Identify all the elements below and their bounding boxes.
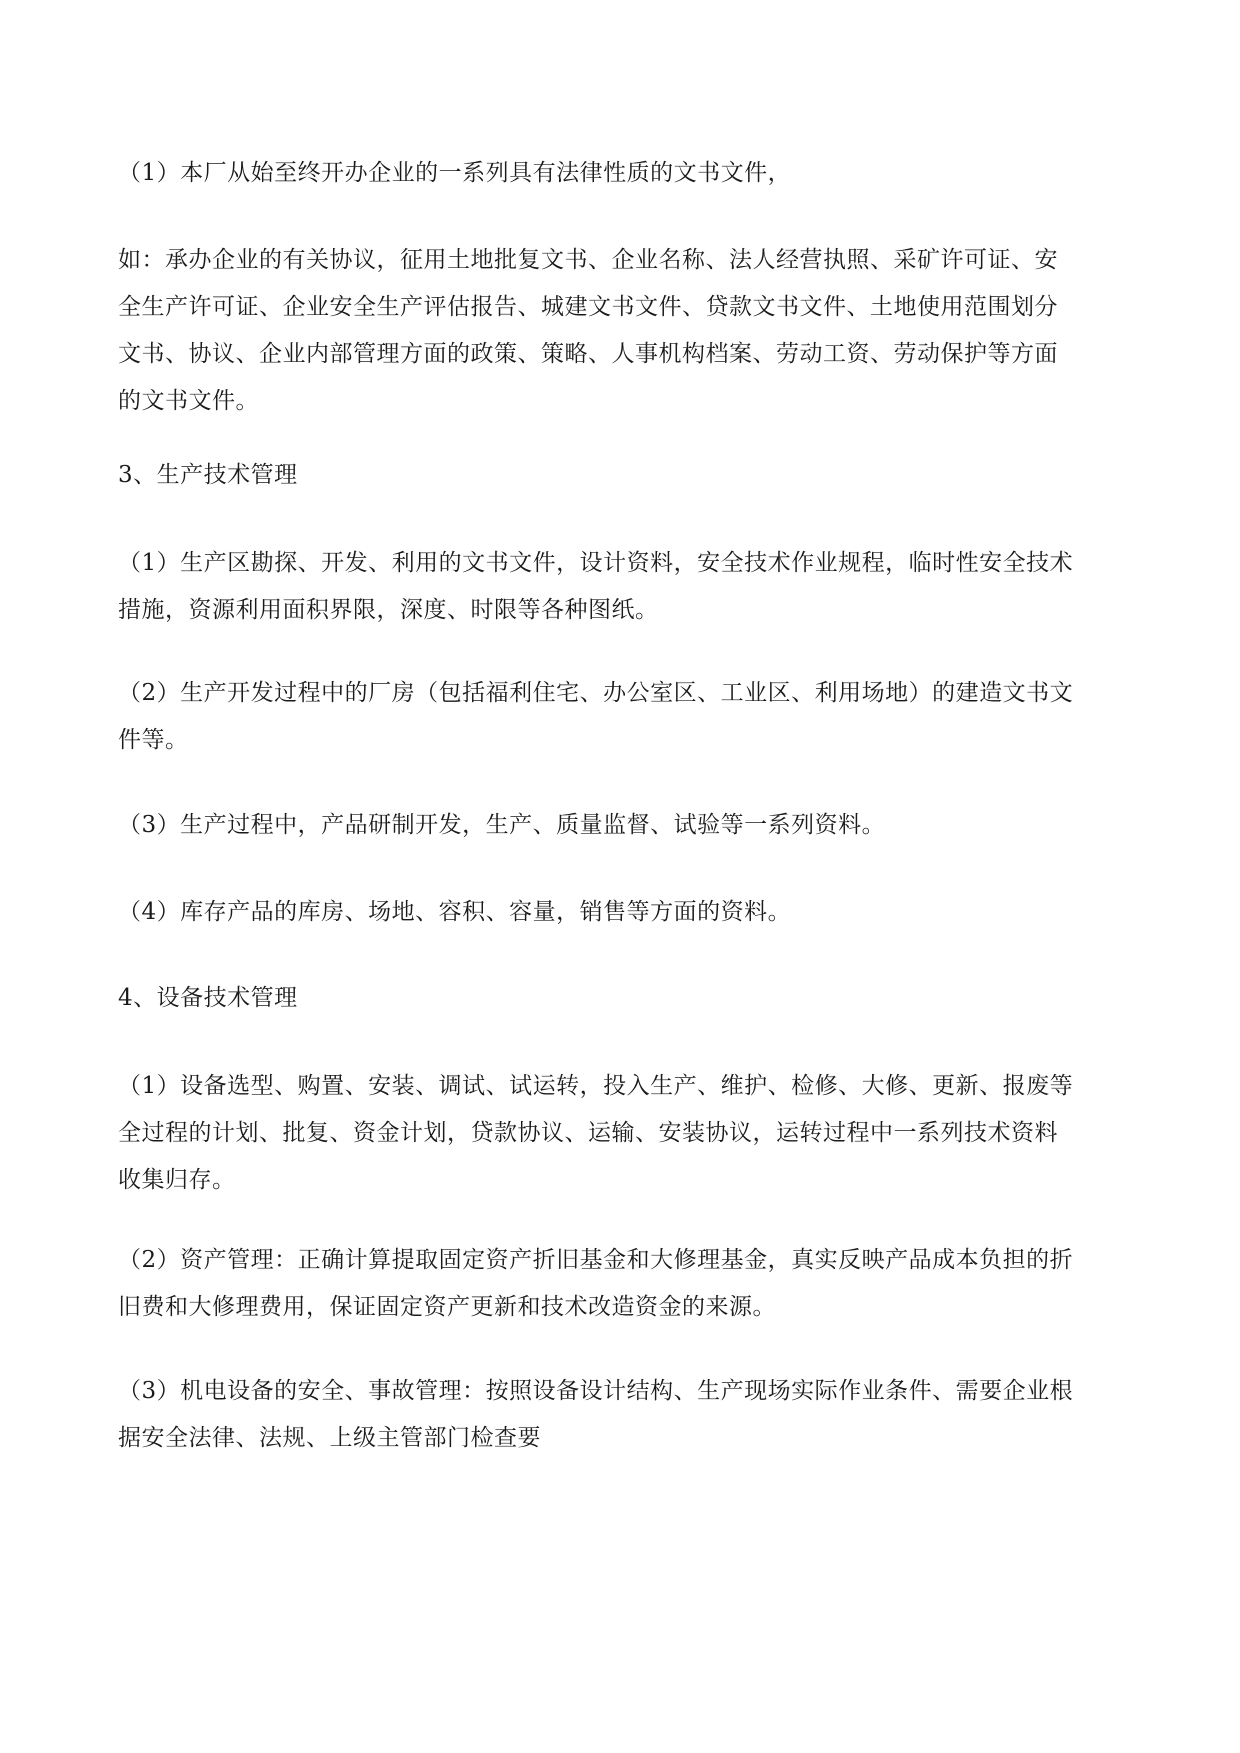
paragraph-asset-management: [118, 1237, 1128, 1331]
paragraph-production-area: [118, 540, 1128, 634]
text-line: （1）本厂从始至终开办企业的一系列具有法律性质的文书文件，: [118, 160, 792, 186]
text-line: （1）设备选型、购置、安装、调试、试运转，投入生产、维护、检修、大修、更新、报废等: [118, 1073, 1074, 1099]
section-heading-production-technology: [118, 452, 1128, 499]
text-line: 据安全法律、法规、上级主管部门检查要: [118, 1425, 541, 1451]
text-line: （2）资产管理：正确计算提取固定资产折旧基金和大修理基金，真实反映产品成本负担的折: [118, 1247, 1074, 1273]
paragraph-founding-documents: [118, 150, 1128, 197]
text-line: 3、生产技术管理: [118, 462, 298, 488]
text-line: 旧费和大修理费用，保证固定资产更新和技术改造资金的来源。: [118, 1294, 776, 1320]
text-line: 措施，资源利用面积界限，深度、时限等各种图纸。: [118, 597, 659, 623]
text-line: 如：承办企业的有关协议，征用土地批复文书、企业名称、法人经营执照、采矿许可证、安: [118, 247, 1058, 273]
paragraph-production-process: [118, 802, 1128, 849]
text-line: （1）生产区勘探、开发、利用的文书文件，设计资料，安全技术作业规程，临时性安全技术: [118, 550, 1074, 576]
text-line: 全过程的计划、批复、资金计划，贷款协议、运输、安装协议，运转过程中一系列技术资料: [118, 1120, 1058, 1146]
text-line: 收集归存。: [118, 1167, 236, 1193]
paragraph-equipment-lifecycle: [118, 1063, 1128, 1204]
text-line: 件等。: [118, 727, 189, 753]
text-line: （3）生产过程中，产品研制开发，生产、质量监督、试验等一系列资料。: [118, 812, 886, 838]
text-line: 4、设备技术管理: [118, 985, 298, 1011]
text-line: （3）机电设备的安全、事故管理：按照设备设计结构、生产现场实际作业条件、需要企业根: [118, 1378, 1074, 1404]
paragraph-inventory: [118, 889, 1128, 936]
paragraph-founding-examples: [118, 237, 1128, 425]
text-line: 的文书文件。: [118, 388, 259, 414]
text-line: 文书、协议、企业内部管理方面的政策、策略、人事机构档案、劳动工资、劳动保护等方面: [118, 341, 1058, 367]
section-heading-equipment-technology: [118, 975, 1128, 1022]
text-line: 全生产许可证、企业安全生产评估报告、城建文书文件、贷款文书文件、土地使用范围划分: [118, 294, 1058, 320]
paragraph-plant-construction: [118, 670, 1128, 764]
text-line: （4）库存产品的库房、场地、容积、容量，销售等方面的资料。: [118, 899, 792, 925]
paragraph-electromechanical-safety: [118, 1368, 1128, 1462]
text-line: （2）生产开发过程中的厂房（包括福利住宅、办公室区、工业区、利用场地）的建造文书文: [118, 680, 1074, 706]
